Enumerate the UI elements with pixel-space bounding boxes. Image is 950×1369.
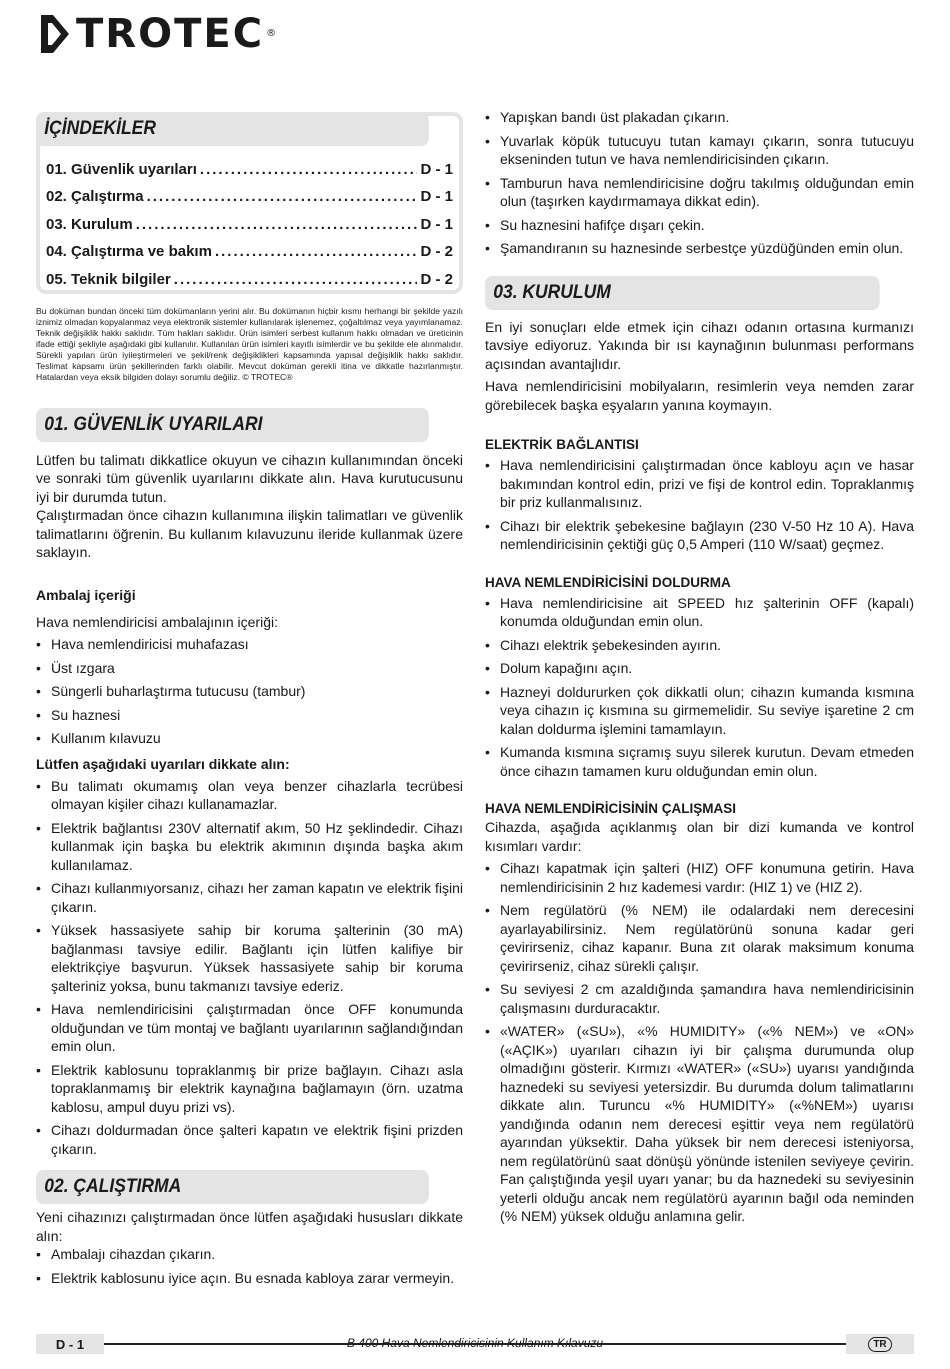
- warnings-heading: Lütfen aşağıdaki uyarıları dikkate alın:: [36, 755, 290, 772]
- toc-title: İÇİNDEKİLER: [36, 112, 429, 146]
- trotec-logo-icon: [40, 14, 70, 54]
- toc-page: D - 1: [420, 160, 453, 178]
- list-item: • Bu talimatı okumamış olan veya benzer cihazlarla tecrübesi olmayan kişiler cihazı kullanamazlar.: [36, 777, 463, 814]
- list-item: • Cihazı doldurmadan önce şalteri kapatın ve elektrik fişini prizden çıkarın.: [36, 1121, 463, 1158]
- s02-intro: Yeni cihazınızı çalıştırmadan önce lütfen aşağıdaki hususları dikkate alın:: [36, 1209, 463, 1244]
- toc-leader: [147, 188, 418, 205]
- list-item: • Hava nemlendiricisi muhafazası: [36, 635, 463, 654]
- list-item: • Yuvarlak köpük tutucuyu tutan kamayı çıkarın, sonra tutucuyu ekseninden tutun ve hava nemlendiricisinden çıkarın.: [485, 132, 914, 169]
- toc-label: 04. Çalıştırma ve bakım: [46, 243, 212, 260]
- list-item: • Süngerli buharlaştırma tutucusu (tambur): [36, 682, 463, 701]
- table-of-contents: [36, 112, 463, 294]
- toc-page: D - 1: [420, 188, 453, 205]
- list-item: • Kullanım kılavuzu: [36, 729, 463, 748]
- list-item: • Yüksek hassasiyete sahip bir koruma şalterinin (30 mA) bağlanması tavsiye edilir. Bağlantı için lütfen kalifiye bir elektrikçiye başvurun. Yüksek hassasiyete sahip bir koruma şalteriniz yoksa, bunu takmanızı tavsiye ederiz.: [36, 921, 463, 995]
- section-02-title: 02. ÇALIŞTIRMA: [36, 1170, 429, 1204]
- list-item: • Yapışkan bandı üst plakadan çıkarın.: [485, 108, 914, 127]
- list-item: • Elektrik bağlantısı 230V alternatif akım, 50 Hz şeklindedir. Cihazı kullanmak için başka bu elektrik akımının dışında başka akım kullanılamaz.: [36, 819, 463, 875]
- trotec-logo: [40, 11, 279, 57]
- electric-list: [485, 456, 914, 554]
- list-item: • «WATER» («SU»), «% HUMIDITY» («% NEM») ve «ON» («AÇIK») uyarıları cihazın iyi bir çalışma durumunda olup olmadığını gösterir. Kırmızı «WATER» («SU») uyarısı yandığında haznedeki su seviyesi yetersizdir. Bu durumda dolum talimatlarını dikkate alın. Turuncu «% HUMIDITY» («%NEM») uyarısı yandığında odanın nem derecesi eşittir veya nem regülatörü ayarından yüksektir. Daha yüksek bir nem derecesi isteniyorsa, nem regülatörünü saat dönüşü yönünde istenilen seviyeye çevirin. Fan çalıştığında yeşil uyarı yanar; bu da haznedeki su seviyesinin yeterli olduğu ancak nem regülatörü ayarının bağıl oda neminden (% NEM) yüksek olduğu anlamına gelir.: [485, 1022, 914, 1226]
- filling-heading: HAVA NEMLENDİRİCİSİNİ DOLDURMA: [485, 574, 731, 590]
- toc-page: D - 2: [420, 243, 453, 260]
- s03-para-2: Hava nemlendiricisini mobilyaların, resimlerin veya nemden zarar görebilecek başka eşyaların yanına koymayın.: [485, 378, 914, 413]
- toc-leader: [215, 243, 418, 260]
- packaging-heading: Ambalaj içeriği: [36, 586, 136, 603]
- list-item: • Cihazı kapatmak için şalteri (HIZ) OFF konumuna getirin. Hava nemlendiricisinin 2 hız kademesi vardır: (HIZ 1) ve (HIZ 2).: [485, 859, 914, 896]
- footer-title: B 400 Hava Nemlendiricisinin Kullanım Kılavuzu: [346, 1336, 604, 1350]
- toc-label: 05. Teknik bilgiler: [46, 270, 171, 288]
- toc-row[interactable]: [46, 205, 453, 233]
- toc-leader: [200, 161, 418, 178]
- s01-intro-2: Çalıştırmadan önce cihazın kullanımına ilişkin talimatları ve güvenlik talimatlarını öğrenin. Bu kullanım kılavuzunu ileride kullanmak üzere saklayın.: [36, 507, 463, 560]
- toc-row[interactable]: [46, 178, 453, 206]
- list-item: • Su haznesi: [36, 706, 463, 725]
- section-01-title: 01. GÜVENLİK UYARILARI: [36, 408, 429, 442]
- list-item: • Nem regülatörü (% NEM) ile odalardaki nem derecesini ayarlayabilirsiniz. Nem regülatörünü sonuna kadar geri çevirirseniz, cihaz kapanır. Buna zıt olarak maksimum konuma çevirirseniz, cihaz sürekli çalışır.: [485, 901, 914, 975]
- toc-leader: [174, 271, 418, 288]
- list-item: • Cihazı bir elektrik şebekesine bağlayın (230 V-50 Hz 10 A). Hava nemlendiricisinin çektiği güç 0,5 Amperi (110 W/saat) geçmez.: [485, 517, 914, 554]
- list-item: • Hava nemlendiricisini çalıştırmadan önce kabloyu açın ve hasar bakımından kontrol edin, prizi ve fişi de kontrol edin. Topraklanmış bir priz kullanmalısınız.: [485, 456, 914, 512]
- filling-list: [485, 594, 914, 781]
- warnings-list: [36, 777, 463, 1159]
- list-item: • Hazneyi doldururken çok dikkatli olun; cihazın kumanda kısmına veya cihazın iç kısmına su girmemelidir. Su seviye işaretine 2 cm kalan doldurma işlemini tamamlayın.: [485, 683, 914, 739]
- toc-page: D - 1: [420, 215, 453, 233]
- list-item: • Hava nemlendiricisini çalıştırmadan önce OFF konumunda olduğundan ve tüm montaj ve bağlantı uyarılarının sağlandığından emin olun.: [36, 1000, 463, 1056]
- right-column: [485, 108, 914, 1231]
- packaging-list: [36, 635, 463, 748]
- electric-heading: ELEKTRİK BAĞLANTISI: [485, 437, 639, 452]
- page-footer: [36, 1334, 914, 1354]
- left-column: [36, 112, 463, 1292]
- list-item: • Kumanda kısmına sıçramış suyu silerek kurutun. Devam etmeden önce cihazın tamamen kuru olduğundan emin olun.: [485, 743, 914, 780]
- list-item: • Elektrik kablosunu topraklanmış bir prize bağlayın. Cihazı asla topraklanmamış bir elektrik kaynağına bağlamayın (örn. uzatma kablosu, ampul duyu prizi vs).: [36, 1061, 463, 1117]
- list-item: • Su haznesini hafifçe dışarı çekin.: [485, 216, 914, 235]
- toc-label: 01. Güvenlik uyarıları: [46, 160, 197, 178]
- toc-label: 03. Kurulum: [46, 215, 133, 233]
- s01-intro-1: Lütfen bu talimatı dikkatlice okuyun ve cihazın kullanımından önceki ve sonraki tüm güvenlik uyarılarını dikkate alın. Hava kurutucusunu iyi bir durumda tutun.: [36, 451, 463, 505]
- operation-list: [36, 1245, 463, 1287]
- toc-leader: [136, 216, 418, 233]
- toc-row[interactable]: [46, 233, 453, 261]
- toc-row[interactable]: [46, 260, 453, 288]
- list-item: • Elektrik kablosunu iyice açın. Bu esnada kabloya zarar vermeyin.: [36, 1269, 463, 1288]
- operation-list-continued: [485, 108, 914, 258]
- list-item: • Tamburun hava nemlendiricisine doğru takılmış olduğundan emin olun (taşırken kaydırmamaya dikkat edin).: [485, 174, 914, 211]
- toc-page: D - 2: [420, 270, 453, 288]
- disclaimer-text: Bu doküman bundan önceki tüm dokümanların yerini alır. Bu dokümanın hiçbir kısmı herhangi bir şekilde yazılı iznimiz olmadan kopyalanmaz veya elektronik sistemler kullanılarak işlenemez, çoğaltılmaz veya yayımlanamaz. Teknik değişiklik hakkı saklıdır. Tüm hakları saklıdır. Ürün isimleri serbest kullanım hakkı olmadan ve üreticinin ifade ettiği şekliyle aşağıdaki gibi kullanılır. Kullanılan ürün isimleri kayıtlı isimlerdir ve bu şekilde ele alınmalıdır. Sürekli yapılan ürün iyileştirmeleri ve şekil/renk değişiklikleri kapsamında yapısal değişiklik hakkı saklıdır. Teslimat kapsamı ürün şekillerinden farklı olabilir. Mevcut doküman gerekli itina ve dikkatle hazırlanmıştır. Hatalardan veya eksik bilgiden dolayı sorumlu değiliz. © TROTEC®: [36, 305, 463, 382]
- language-code: TR: [868, 1337, 891, 1352]
- toc-row[interactable]: [46, 150, 453, 178]
- operation-heading: HAVA NEMLENDİRİCİSİNİN ÇALIŞMASI: [485, 801, 737, 816]
- operation-intro: Cihazda, aşağıda açıklanmış olan bir dizi kumanda ve kontrol kısımları vardır:: [485, 819, 914, 854]
- packaging-intro: Hava nemlendiricisi ambalajının içeriği:: [36, 613, 278, 630]
- list-item: • Üst ızgara: [36, 659, 463, 678]
- list-item: • Ambalajı cihazdan çıkarın.: [36, 1245, 463, 1264]
- section-03-title: 03. KURULUM: [485, 276, 880, 310]
- list-item: • Şamandıranın su haznesinde serbestçe yüzdüğünden emin olun.: [485, 239, 914, 258]
- logo-wordmark: TROTEC ®: [76, 11, 279, 57]
- toc-label: 02. Çalıştırma: [46, 188, 144, 205]
- list-item: • Cihazı kullanmıyorsanız, cihazı her zaman kapatın ve elektrik fişini çıkarın.: [36, 879, 463, 916]
- list-item: • Dolum kapağını açın.: [485, 659, 914, 678]
- language-badge: [846, 1334, 914, 1354]
- list-item: • Cihazı elektrik şebekesinden ayırın.: [485, 636, 914, 655]
- list-item: • Hava nemlendiricisine ait SPEED hız şalterinin OFF (kapalı) konumda olduğundan emin olun.: [485, 594, 914, 631]
- page-number: D - 1: [36, 1334, 104, 1354]
- s03-para-1: En iyi sonuçları elde etmek için cihazı odanın ortasına kurmanızı tavsiye ediyoruz. Yakında bir ısı kaynağının bulunması performans açısından avantajlıdır.: [485, 318, 914, 372]
- list-item: • Su seviyesi 2 cm azaldığında şamandıra hava nemlendiricisinin çalışmasını durduracaktır.: [485, 980, 914, 1017]
- controls-list: [485, 859, 914, 1226]
